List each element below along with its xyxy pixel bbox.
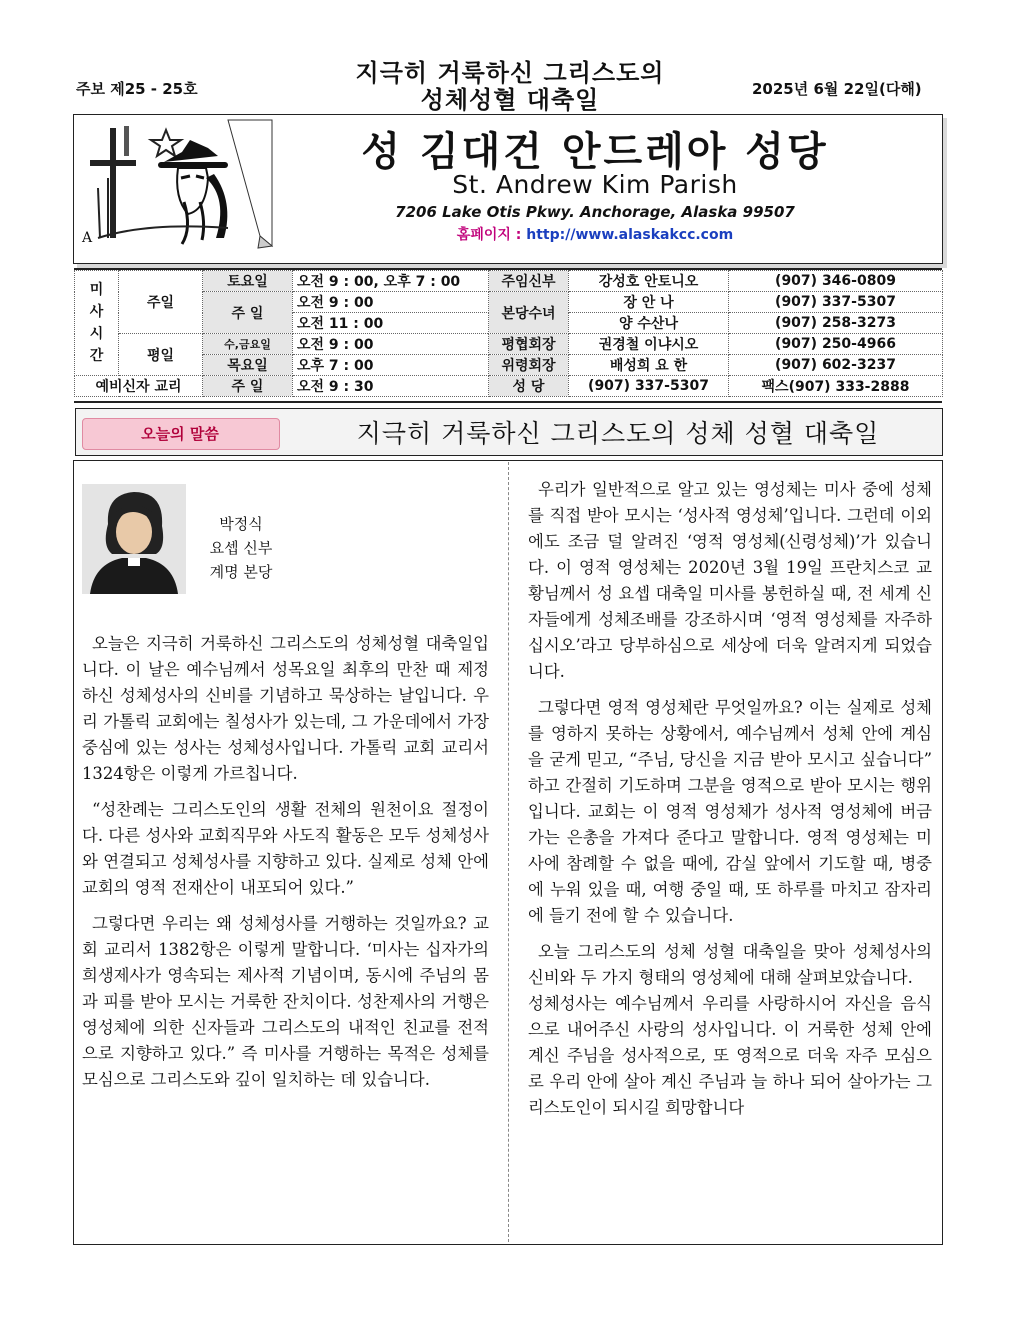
homepage-line [270,224,920,244]
parish-address: 7206 Lake Otis Pkwy. Anchorage, Alaska 99507 [395,203,795,221]
contact-role: 본당수녀 [489,292,569,334]
column-divider [508,462,509,1242]
schedule-time: 오전 11 : 00 [293,313,489,334]
issue-date: 2025년 6월 22일(다해) [752,80,922,98]
contact-role: 위령회장 [489,355,569,376]
schedule-time: 오전 9 : 00, 오후 7 : 00 [293,271,489,292]
paragraph: 그렇다면 우리는 왜 성체성사를 거행하는 것일까요? 교회 교리서 1382항은 이렇게 말합니다. ‘미사는 십자가의 희생제사가 영속되는 제사적 기념이며, 동시에 주님의 몸과 피를 받아 모시는 거룩한 잔치이다. 성찬제사의 거행은 영성체에 의한 신자들과 그리스도의 내적인 친교를 전적으로 지향하고 있다.” 즉 미사를 거행하는 목적은 성체를 모심으로 그리스도와 깊이 일치하는 데 있습니다. [82,914,489,1089]
left-column [82,631,489,1093]
schedule-row [75,271,943,292]
author-name: 박정식 [219,515,263,533]
parish-logo [78,118,274,258]
paragraph: 오늘은 지극히 거룩하신 그리스도의 성체성혈 대축일입니다. 이 날은 예수님께서 성목요일 최후의 만찬 때 제정하신 성체성사의 신비를 기념하고 묵상하는 날입니다. 우리 가톨릭 교회에는 칠성사가 있는데, 그 가운데에서 가장 중심에 있는 성사는 성체성사입니다. 가톨릭 교회 교리서 1324항은 이렇게 가르칩니다. [82,634,489,783]
mass-times-label: 미 사 시 간 [75,271,119,376]
feast-heading-line2: 성체성혈 대축일 [420,86,600,114]
author-title: 요셉 신부 [209,539,273,557]
schedule-table [74,270,943,397]
paragraph: 그렇다면 영적 영성체란 무엇일까요? 이는 실제로 성체를 영하지 못하는 상황에서, 예수님께서 성체 안에 계심을 굳게 믿고, “주님, 당신을 지금 받아 모시고 싶습니다” 하고 간절히 기도하며 그분을 영적으로 받아 모시는 행위입니다. 교회는 이 영적 영성체가 성사적 영성체에 버금가는 은총을 가져다 준다고 말합니다. 영적 영성체는 미사에 참례할 수 없을 때에, 감실 앞에서 기도할 때, 병중에 누워 있을 때, 여행 중일 때, 또 하루를 마치고 잠자리에 들기 전에 할 수 있습니다. [528,698,932,925]
schedule-row [75,376,943,397]
parish-name-korean: 성 김대건 안드레아 성당 [361,129,829,175]
contact-name: 권경철 이냐시오 [569,334,729,355]
right-column [528,477,932,1121]
schedule-time: 오전 9 : 30 [293,376,489,397]
schedule-time: 오전 9 : 00 [293,292,489,313]
author-photo [82,484,186,594]
schedule-day: 수,금요일 [203,334,293,355]
author-parish: 계명 본당 [209,563,273,581]
contact-name: (907) 337-5307 [569,376,729,397]
schedule-row [75,292,943,313]
schedule-day: 토요일 [203,271,293,292]
contact-phone: (907) 346-0809 [729,271,943,292]
contact-name: 강성호 안토니오 [569,271,729,292]
contact-role: 평협회장 [489,334,569,355]
word-title: 지극히 거룩하신 그리스도의 성체 성혈 대축일 [356,419,880,448]
sunday-label: 주일 [119,271,203,334]
priest-portrait-icon [82,484,186,594]
schedule-day: 주 일 [203,292,293,334]
parish-name-english: St. Andrew Kim Parish [452,170,738,199]
weekday-label: 평일 [119,334,203,376]
contact-phone: (907) 337-5307 [729,292,943,313]
contact-phone: (907) 250-4966 [729,334,943,355]
logo-letter: A [82,230,93,246]
feast-heading [280,60,740,114]
contact-name: 배성희 요 한 [569,355,729,376]
schedule-time: 오전 9 : 00 [293,334,489,355]
contact-role: 성 당 [489,376,569,397]
contact-role: 주임신부 [489,271,569,292]
word-ribbon-label: 오늘의 말씀 [141,425,219,443]
paragraph: 우리가 일반적으로 알고 있는 영성체는 미사 중에 성체를 직접 받아 모시는 ‘성사적 영성체’입니다. 그런데 이외에도 조금 덜 알려진 ‘영적 영성체(신령성체)’가 있습니다. 이 영적 영성체는 2020년 3월 19일 프란치스코 교황님께서 성 요셉 대축일 미사를 봉헌하실 때, 전 세계 신자들에게 성체조배를 강조하시며 ‘영적 영성체를 자주하십시오’라고 당부하심으로 세상에 더욱 알려지게 되었습니다. [528,480,932,681]
paragraph: 성체성사는 예수님께서 우리를 사랑하시어 자신을 음식으로 내어주신 사랑의 성사입니다. 이 거룩한 성체 안에 계신 주님을 성사적으로, 또 영적으로 더욱 자주 모심으로 우리 안에 살아 계신 주님과 늘 하나 되어 살아가는 그리스도인이 되시길 희망합니다 [528,994,932,1117]
homepage-link[interactable]: http://www.alaskakcc.com [526,227,734,243]
parish-logo-icon [78,118,274,258]
schedule-row [75,355,943,376]
contact-name: 장 안 나 [569,292,729,313]
schedule-bottom-rule [74,401,942,403]
schedule-time: 오후 7 : 00 [293,355,489,376]
contact-name: 양 수산나 [569,313,729,334]
schedule-day: 목요일 [203,355,293,376]
contact-phone: (907) 258-3273 [729,313,943,334]
paragraph: 오늘 그리스도의 성체 성혈 대축일을 맞아 성체성사의 신비와 두 가지 형태의 영성체에 대해 살펴보았습니다. [528,942,932,987]
author-info [196,512,286,584]
issue-number: 주보 제25 - 25호 [76,80,198,98]
contact-phone: 팩스(907) 333-2888 [729,376,943,397]
contact-phone: (907) 602-3237 [729,355,943,376]
homepage-label: 홈페이지 : [456,227,522,243]
schedule-row [75,334,943,355]
paragraph: “성찬례는 그리스도인의 생활 전체의 원천이요 절정이다. 다른 성사와 교회직무와 사도직 활동은 모두 성체성사와 연결되고 성체성사를 지향하고 있다. 실제로 성체 안에 교회의 영적 전재산이 내포되어 있다.” [82,800,489,897]
schedule-day: 주 일 [203,376,293,397]
feast-heading-line1: 지극히 거룩하신 그리스도의 [355,59,665,87]
catechumen-label: 예비신자 교리 [75,376,203,397]
